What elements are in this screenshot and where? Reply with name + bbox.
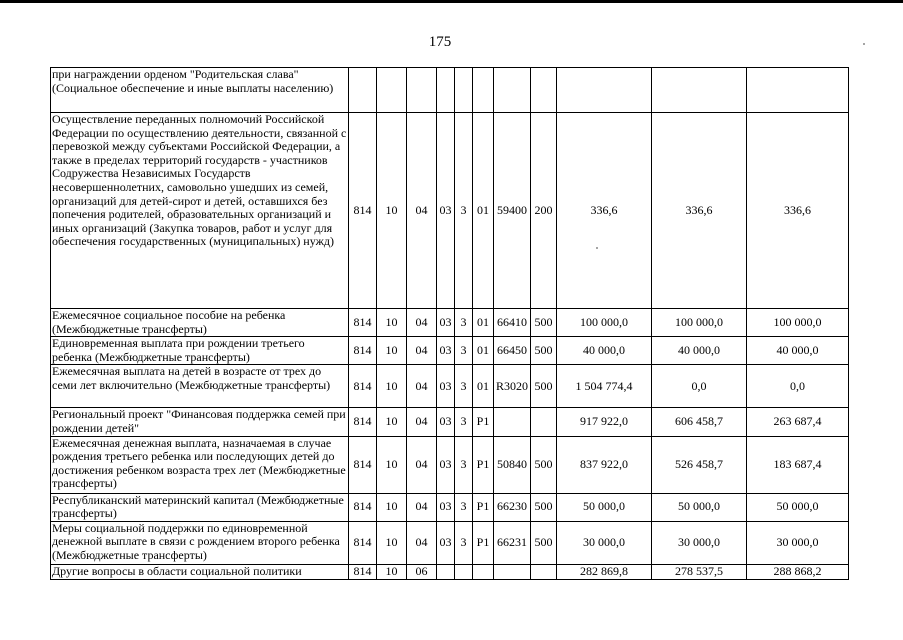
year3-amount-cell: 288 868,2 <box>747 564 849 579</box>
year3-amount-cell: 30 000,0 <box>747 521 849 564</box>
year1-amount-cell: 50 000,0 <box>557 493 652 521</box>
subsection-code-cell: 04 <box>407 365 437 408</box>
ministry-code-cell: 814 <box>349 564 377 579</box>
ministry-code-cell: 814 <box>349 521 377 564</box>
target-program-code-cell: 03 <box>437 337 455 365</box>
target-program-code-cell: 03 <box>437 113 455 309</box>
expense-type-cell: 500 <box>531 493 557 521</box>
target-subprogram-code-cell: 3 <box>455 365 473 408</box>
target-subprogram-code-cell: 3 <box>455 521 473 564</box>
target-program-code-cell: 03 <box>437 436 455 493</box>
target-direction-code-cell: R3020 <box>494 365 531 408</box>
target-program-code-cell: 03 <box>437 365 455 408</box>
page-number: 175 <box>428 34 452 50</box>
row-name-cell: Осуществление переданных полномочий Российской Федерации по осуществлению деятельности, связанной с перевозкой между субъектами Российской Федерации, а также в пределах территорий государств - участников Содружества Независимых Государств несовершеннолетних, самовольно ушедших из семей, организаций для детей-сирот и детей, оставшихся без попечения родителей, образовательных организаций и иных организаций (Закупка товаров, работ и услуг для обеспечения государственных (муниципальных) нужд) <box>51 113 349 309</box>
table-row <box>51 493 849 521</box>
year3-amount-cell: 263 687,4 <box>747 408 849 436</box>
target-program-code-cell: 03 <box>437 309 455 337</box>
ministry-code-cell: 814 <box>349 408 377 436</box>
expense-type-cell: 500 <box>531 337 557 365</box>
target-subprogram-code-cell: 3 <box>455 337 473 365</box>
section-code-cell: 10 <box>377 365 407 408</box>
year1-amount-cell: 336,6 <box>557 113 652 309</box>
ministry-code-cell: 814 <box>349 436 377 493</box>
section-code-cell: 10 <box>377 564 407 579</box>
section-code-cell: 10 <box>377 408 407 436</box>
target-subprogram-code-cell <box>455 564 473 579</box>
year1-amount-cell: 282 869,8 <box>557 564 652 579</box>
target-program-code-cell: 03 <box>437 521 455 564</box>
target-subprogram-code-cell: 3 <box>455 309 473 337</box>
expense-type-cell <box>531 408 557 436</box>
subsection-code-cell: 06 <box>407 564 437 579</box>
subsection-code-cell: 04 <box>407 113 437 309</box>
budget-table <box>50 67 849 580</box>
expense-type-cell: 500 <box>531 521 557 564</box>
target-direction-code-cell: 66231 <box>494 521 531 564</box>
year3-amount-cell: 50 000,0 <box>747 493 849 521</box>
target-subprogram-code-cell: 3 <box>455 408 473 436</box>
row-name-cell: Ежемесячная денежная выплата, назначаемая в случае рождения третьего ребенка или последующих детей до достижения ребенком возраста трех лет (Межбюджетные трансферты) <box>51 436 349 493</box>
row-name-cell: Единовременная выплата при рождении третьего ребенка (Межбюджетные трансферты) <box>51 337 349 365</box>
section-code-cell <box>377 68 407 113</box>
year2-amount-cell: 40 000,0 <box>652 337 747 365</box>
year2-amount-cell: 0,0 <box>652 365 747 408</box>
year1-amount-cell: 837 922,0 <box>557 436 652 493</box>
table-row <box>51 113 849 309</box>
row-name-cell: Республиканский материнский капитал (Межбюджетные трансферты) <box>51 493 349 521</box>
year2-amount-cell: 526 458,7 <box>652 436 747 493</box>
subsection-code-cell: 04 <box>407 337 437 365</box>
row-name-cell: Другие вопросы в области социальной политики <box>51 564 349 579</box>
scan-speck <box>596 247 598 249</box>
top-border-rule <box>0 0 903 3</box>
year3-amount-cell <box>747 68 849 113</box>
ministry-code-cell: 814 <box>349 493 377 521</box>
year2-amount-cell: 336,6 <box>652 113 747 309</box>
year1-amount-cell: 1 504 774,4 <box>557 365 652 408</box>
section-code-cell: 10 <box>377 337 407 365</box>
year1-amount-cell <box>557 68 652 113</box>
year3-amount-cell: 183 687,4 <box>747 436 849 493</box>
year3-amount-cell: 0,0 <box>747 365 849 408</box>
year1-amount-cell: 917 922,0 <box>557 408 652 436</box>
year1-amount-cell: 40 000,0 <box>557 337 652 365</box>
year2-amount-cell: 278 537,5 <box>652 564 747 579</box>
expense-type-cell: 200 <box>531 113 557 309</box>
target-subprogram-code-cell: 3 <box>455 113 473 309</box>
table-row <box>51 564 849 579</box>
target-program-code-cell <box>437 564 455 579</box>
year2-amount-cell: 50 000,0 <box>652 493 747 521</box>
subsection-code-cell: 04 <box>407 493 437 521</box>
target-measure-code-cell: P1 <box>473 521 494 564</box>
target-direction-code-cell: 66410 <box>494 309 531 337</box>
year1-amount-cell: 30 000,0 <box>557 521 652 564</box>
ministry-code-cell: 814 <box>349 113 377 309</box>
table-row <box>51 309 849 337</box>
expense-type-cell <box>531 564 557 579</box>
subsection-code-cell: 04 <box>407 436 437 493</box>
target-direction-code-cell: 66230 <box>494 493 531 521</box>
target-subprogram-code-cell: 3 <box>455 436 473 493</box>
ministry-code-cell <box>349 68 377 113</box>
year3-amount-cell: 40 000,0 <box>747 337 849 365</box>
target-measure-code-cell: 01 <box>473 337 494 365</box>
table-row <box>51 68 849 113</box>
target-direction-code-cell: 50840 <box>494 436 531 493</box>
target-program-code-cell <box>437 68 455 113</box>
year2-amount-cell <box>652 68 747 113</box>
target-program-code-cell: 03 <box>437 493 455 521</box>
target-measure-code-cell: 01 <box>473 113 494 309</box>
section-code-cell: 10 <box>377 309 407 337</box>
target-direction-code-cell: 66450 <box>494 337 531 365</box>
target-direction-code-cell <box>494 68 531 113</box>
target-direction-code-cell <box>494 408 531 436</box>
target-measure-code-cell: 01 <box>473 365 494 408</box>
expense-type-cell: 500 <box>531 365 557 408</box>
row-name-cell: Ежемесячное социальное пособие на ребенка (Межбюджетные трансферты) <box>51 309 349 337</box>
target-measure-code-cell: P1 <box>473 408 494 436</box>
table-row <box>51 521 849 564</box>
target-program-code-cell: 03 <box>437 408 455 436</box>
ministry-code-cell: 814 <box>349 365 377 408</box>
year2-amount-cell: 100 000,0 <box>652 309 747 337</box>
year2-amount-cell: 606 458,7 <box>652 408 747 436</box>
section-code-cell: 10 <box>377 521 407 564</box>
ministry-code-cell: 814 <box>349 309 377 337</box>
section-code-cell: 10 <box>377 436 407 493</box>
expense-type-cell <box>531 68 557 113</box>
expense-type-cell: 500 <box>531 309 557 337</box>
target-measure-code-cell <box>473 68 494 113</box>
target-measure-code-cell: P1 <box>473 436 494 493</box>
row-name-cell: при награждении орденом "Родительская слава" (Социальное обеспечение и иные выплаты населению) <box>51 68 349 113</box>
row-name-cell: Ежемесячная выплата на детей в возрасте от трех до семи лет включительно (Межбюджетные трансферты) <box>51 365 349 408</box>
table-row <box>51 408 849 436</box>
expense-type-cell: 500 <box>531 436 557 493</box>
ministry-code-cell: 814 <box>349 337 377 365</box>
subsection-code-cell: 04 <box>407 521 437 564</box>
section-code-cell: 10 <box>377 493 407 521</box>
year2-amount-cell: 30 000,0 <box>652 521 747 564</box>
scan-speck <box>863 43 865 45</box>
target-direction-code-cell: 59400 <box>494 113 531 309</box>
target-measure-code-cell <box>473 564 494 579</box>
year1-amount-cell: 100 000,0 <box>557 309 652 337</box>
target-measure-code-cell: 01 <box>473 309 494 337</box>
target-subprogram-code-cell: 3 <box>455 493 473 521</box>
table-row <box>51 365 849 408</box>
year3-amount-cell: 100 000,0 <box>747 309 849 337</box>
target-subprogram-code-cell <box>455 68 473 113</box>
row-name-cell: Меры социальной поддержки по единовременной денежной выплате в связи с рождением второго ребенка (Межбюджетные трансферты) <box>51 521 349 564</box>
section-code-cell: 10 <box>377 113 407 309</box>
subsection-code-cell: 04 <box>407 408 437 436</box>
target-direction-code-cell <box>494 564 531 579</box>
table-row <box>51 337 849 365</box>
table-row <box>51 436 849 493</box>
subsection-code-cell: 04 <box>407 309 437 337</box>
row-name-cell: Региональный проект "Финансовая поддержка семей при рождении детей" <box>51 408 349 436</box>
target-measure-code-cell: P1 <box>473 493 494 521</box>
subsection-code-cell <box>407 68 437 113</box>
year3-amount-cell: 336,6 <box>747 113 849 309</box>
